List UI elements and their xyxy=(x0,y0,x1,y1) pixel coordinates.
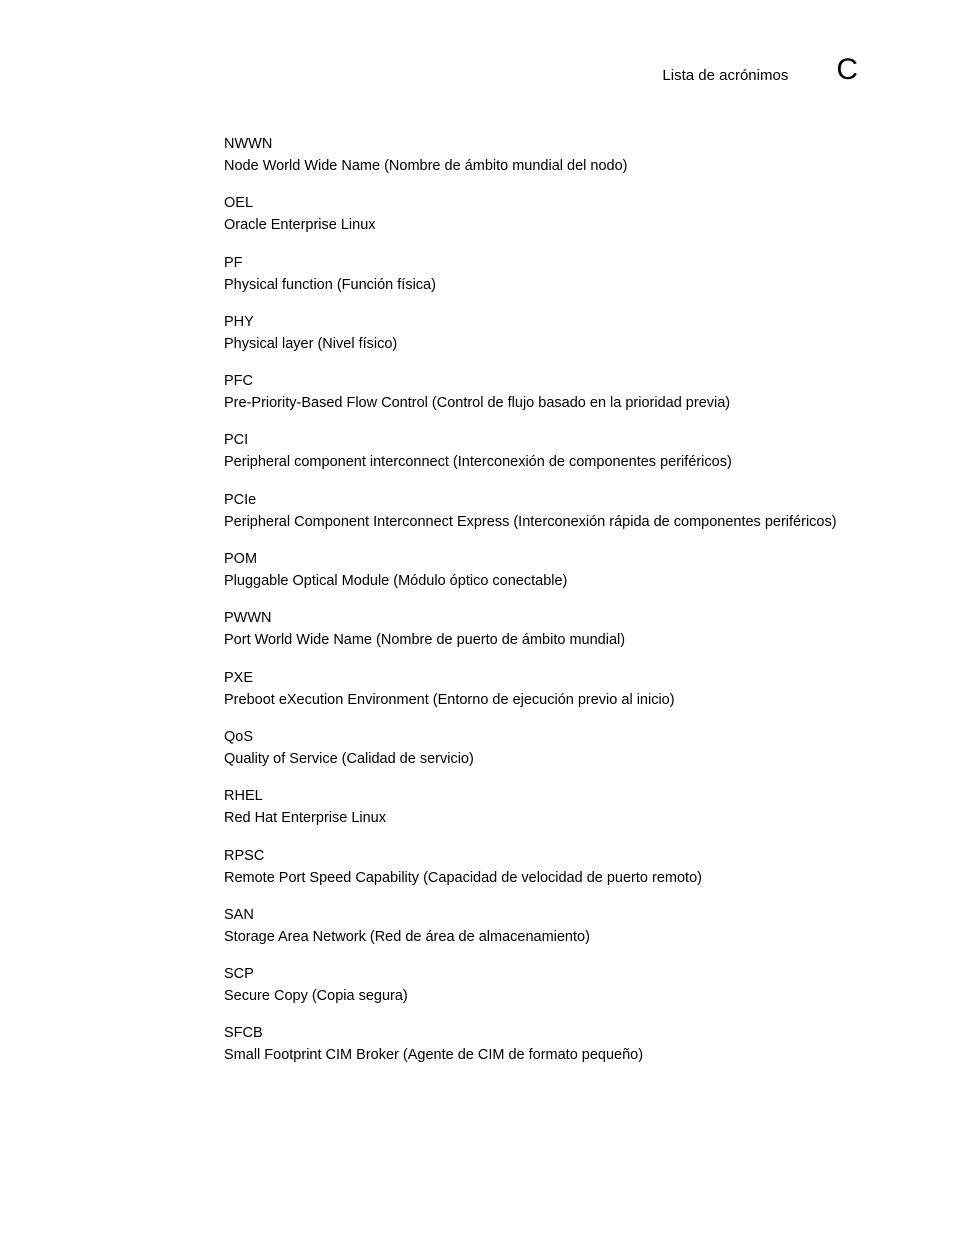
acronym-term: SCP xyxy=(224,966,254,983)
acronym-definition: Secure Copy (Copia segura) xyxy=(224,988,408,1005)
acronym-definition: Peripheral Component Interconnect Express (Interconexión rápida de componentes periféricos) xyxy=(224,513,837,530)
acronym-entry xyxy=(224,311,924,370)
acronym-definition: Quality of Service (Calidad de servicio) xyxy=(224,750,474,767)
page-header xyxy=(662,54,858,86)
acronym-term: PXE xyxy=(224,669,254,686)
running-header-title: Lista de acrónimos xyxy=(662,67,789,84)
acronym-entry xyxy=(224,785,924,844)
acronym-definition: Node World Wide Name (Nombre de ámbito mundial del nodo) xyxy=(224,158,628,174)
acronym-definition: Red Hat Enterprise Linux xyxy=(224,810,386,827)
acronym-entry xyxy=(224,667,924,726)
acronym-entry xyxy=(224,607,924,666)
chapter-letter: C xyxy=(836,53,858,86)
acronym-term: POM xyxy=(224,551,258,568)
acronym-term: RPSC xyxy=(224,847,265,864)
acronym-entry xyxy=(224,429,924,488)
acronym-term: RHEL xyxy=(224,788,263,805)
acronym-list xyxy=(224,133,924,1082)
acronym-entry xyxy=(224,370,924,429)
acronym-term: SFCB xyxy=(224,1025,263,1042)
acronym-entry xyxy=(224,133,924,192)
acronym-term: QoS xyxy=(224,728,254,745)
acronym-entry xyxy=(224,904,924,963)
acronym-entry xyxy=(224,548,924,607)
acronym-definition: Port World Wide Name (Nombre de puerto de ámbito mundial) xyxy=(224,632,626,649)
acronym-entry xyxy=(224,1022,924,1081)
acronym-definition: Oracle Enterprise Linux xyxy=(224,217,376,234)
acronym-term: PFC xyxy=(224,373,253,390)
acronym-definition: Physical function (Función física) xyxy=(224,276,436,293)
acronym-term: OEL xyxy=(224,195,254,212)
acronym-definition: Remote Port Speed Capability (Capacidad de velocidad de puerto remoto) xyxy=(224,869,702,886)
acronym-entry xyxy=(224,726,924,785)
acronym-entry xyxy=(224,192,924,251)
acronym-definition: Preboot eXecution Environment (Entorno de ejecución previo al inicio) xyxy=(224,691,675,708)
acronym-entry xyxy=(224,963,924,1022)
acronym-entry xyxy=(224,845,924,904)
acronym-entry xyxy=(224,489,924,548)
acronym-term: PCIe xyxy=(224,491,257,508)
acronym-term: SAN xyxy=(224,906,254,923)
acronym-definition: Physical layer (Nivel físico) xyxy=(224,335,398,352)
acronym-term: PCI xyxy=(224,432,249,449)
acronym-term: NWWN xyxy=(224,136,273,152)
acronym-definition: Pluggable Optical Module (Módulo óptico conectable) xyxy=(224,573,568,590)
acronym-definition: Pre-Priority-Based Flow Control (Control de flujo basado en la prioridad previa) xyxy=(224,395,731,412)
acronym-definition: Peripheral component interconnect (Interconexión de componentes periféricos) xyxy=(224,454,732,471)
acronym-term: PF xyxy=(224,254,243,271)
acronym-term: PHY xyxy=(224,313,254,330)
acronym-definition: Storage Area Network (Red de área de almacenamiento) xyxy=(224,928,590,945)
acronym-term: PWWN xyxy=(224,610,272,627)
acronym-definition: Small Footprint CIM Broker (Agente de CIM de formato pequeño) xyxy=(224,1047,644,1064)
acronym-entry xyxy=(224,252,924,311)
